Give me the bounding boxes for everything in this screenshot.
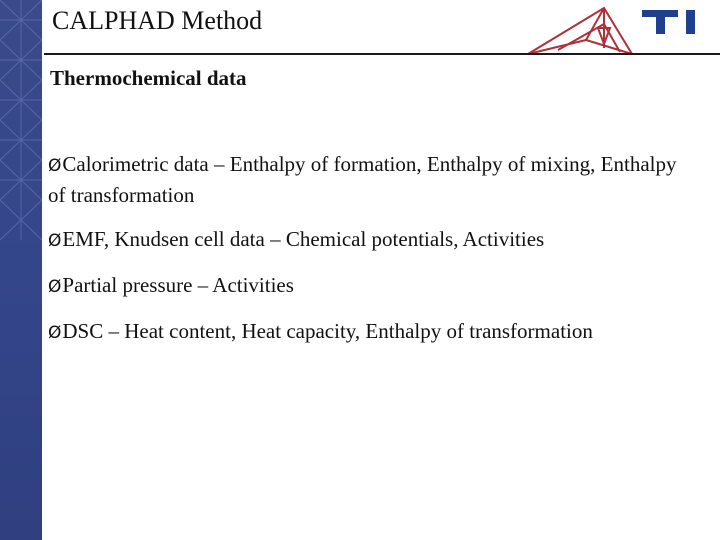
bullet-text: EMF, Knudsen cell data – Chemical potentials, Activities xyxy=(62,227,545,251)
bullet-item xyxy=(48,225,688,256)
ti-logo-icon xyxy=(640,8,710,38)
arrow-bullet-icon: Ø xyxy=(48,277,62,297)
header-divider xyxy=(44,53,720,55)
bullet-text: DSC – Heat content, Heat capacity, Enthalpy of transformation xyxy=(62,319,593,343)
arrow-bullet-icon: Ø xyxy=(48,156,62,176)
bullet-item xyxy=(48,150,688,210)
bullet-list xyxy=(48,150,688,363)
bullet-text: Calorimetric data – Enthalpy of formation, Enthalpy of mixing, Enthalpy of transformation xyxy=(48,152,677,207)
slide-subtitle: Thermochemical data xyxy=(50,66,247,90)
triangle-logo-icon xyxy=(524,4,636,56)
arrow-bullet-icon: Ø xyxy=(48,323,62,343)
arrow-bullet-icon: Ø xyxy=(48,231,62,251)
sidebar-pattern-icon xyxy=(0,0,42,540)
bullet-text: Partial pressure – Activities xyxy=(62,273,294,297)
decorative-sidebar xyxy=(0,0,42,540)
bullet-item xyxy=(48,317,688,348)
slide-title: CALPHAD Method xyxy=(52,6,263,35)
bullet-item xyxy=(48,271,688,302)
